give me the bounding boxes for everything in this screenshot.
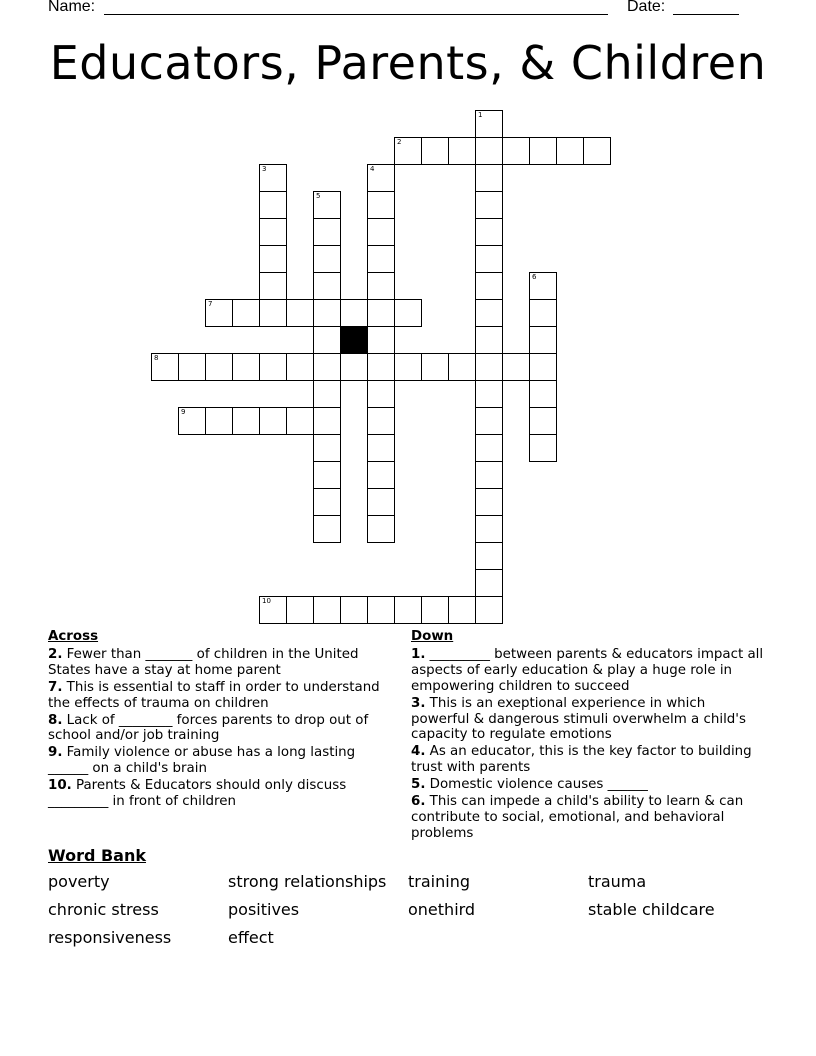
crossword-cell[interactable] xyxy=(232,299,260,327)
crossword-cell[interactable] xyxy=(394,137,422,165)
clue-text: This is an exeptional experience in which powerful & dangerous stimuli overwhelm a child's capacity to regulate emotions xyxy=(411,695,746,743)
crossword-cell[interactable] xyxy=(529,353,557,381)
crossword-cell[interactable] xyxy=(475,191,503,219)
across-clue xyxy=(48,713,393,745)
down-clues xyxy=(411,629,766,843)
crossword-cell[interactable] xyxy=(421,596,449,624)
across-clue xyxy=(48,647,393,679)
word-bank xyxy=(48,872,768,947)
clue-text: This can impede a child's ability to learn & can contribute to social, emotional, and behavioral problems xyxy=(411,794,744,841)
clue-number: 7. xyxy=(48,679,63,695)
crossword-cell[interactable] xyxy=(475,299,503,327)
word-bank-item: strong relationships xyxy=(228,872,387,891)
crossword-cell[interactable] xyxy=(178,353,206,381)
across-heading: Across xyxy=(48,629,99,644)
crossword-cell[interactable] xyxy=(475,542,503,570)
clue-number: 6. xyxy=(411,794,426,810)
crossword-cell[interactable] xyxy=(475,218,503,246)
crossword-cell[interactable] xyxy=(475,164,503,192)
crossword-cell[interactable] xyxy=(232,407,260,435)
clue-number-label: 7 xyxy=(208,300,213,308)
crossword-cell[interactable] xyxy=(205,353,233,381)
crossword-cell[interactable] xyxy=(475,596,503,624)
across-clues xyxy=(48,629,393,811)
down-clue xyxy=(411,696,766,744)
crossword-cell[interactable] xyxy=(367,380,395,408)
crossword-cell[interactable] xyxy=(529,137,557,165)
clue-text: Family violence or abuse has a long lasting ______ on a child's brain xyxy=(48,745,356,777)
crossword-cell[interactable] xyxy=(286,353,314,381)
crossword-cell[interactable] xyxy=(475,488,503,516)
clue-number-label: 9 xyxy=(181,408,186,416)
crossword-cell[interactable] xyxy=(529,326,557,354)
crossword-cell[interactable] xyxy=(259,272,287,300)
clue-number-label: 2 xyxy=(397,138,402,146)
word-bank-item: training xyxy=(408,872,470,891)
clue-text: Fewer than _______ of children in the United States have a stay at home parent xyxy=(48,646,359,678)
name-label: Name: xyxy=(48,0,96,15)
crossword-cell[interactable] xyxy=(529,272,557,300)
word-bank-item: poverty xyxy=(48,872,110,891)
crossword-cell[interactable] xyxy=(232,353,260,381)
crossword-cell[interactable] xyxy=(313,326,341,354)
crossword-cell[interactable] xyxy=(151,353,179,381)
crossword-cell[interactable] xyxy=(475,461,503,489)
crossword-cell[interactable] xyxy=(313,407,341,435)
clue-text: _________ between parents & educators impact all aspects of early education & play a huge role in empowering children to succeed xyxy=(411,646,764,694)
clue-number: 9. xyxy=(48,745,63,761)
clue-number: 1. xyxy=(411,646,426,662)
word-bank-heading: Word Bank xyxy=(48,846,147,865)
crossword-cell[interactable] xyxy=(259,191,287,219)
crossword-cell[interactable] xyxy=(313,353,341,381)
crossword-cell[interactable] xyxy=(367,164,395,192)
clue-number-label: 3 xyxy=(262,165,267,173)
clue-text: Lack of ________ forces parents to drop out of school and/or job training xyxy=(48,712,369,744)
across-clue xyxy=(48,745,393,777)
crossword-cell[interactable] xyxy=(313,245,341,273)
crossword-cell[interactable] xyxy=(367,407,395,435)
crossword-cell[interactable] xyxy=(502,353,530,381)
crossword-cell[interactable] xyxy=(286,596,314,624)
crossword-cell[interactable] xyxy=(475,137,503,165)
clue-number: 5. xyxy=(411,777,426,793)
crossword-cell[interactable] xyxy=(259,407,287,435)
crossword-cell[interactable] xyxy=(529,380,557,408)
clue-text: As an educator, this is the key factor to building trust with parents xyxy=(411,744,752,776)
word-bank-item: positives xyxy=(228,900,300,919)
crossword-cell[interactable] xyxy=(475,272,503,300)
crossword-cell[interactable] xyxy=(475,245,503,273)
crossword-cell[interactable] xyxy=(178,407,206,435)
crossword-cell[interactable] xyxy=(367,245,395,273)
crossword-cell[interactable] xyxy=(340,596,368,624)
crossword-cell[interactable] xyxy=(259,299,287,327)
crossword-cell[interactable] xyxy=(367,218,395,246)
crossword-cell[interactable] xyxy=(475,326,503,354)
crossword-cell[interactable] xyxy=(394,299,422,327)
crossword-cell[interactable] xyxy=(313,218,341,246)
page-title: Educators, Parents, & Children xyxy=(49,36,767,90)
crossword-cell[interactable] xyxy=(340,353,368,381)
crossword-cell[interactable] xyxy=(556,137,584,165)
clue-number: 3. xyxy=(411,695,426,711)
clue-number-label: 5 xyxy=(316,192,321,200)
crossword-cell[interactable] xyxy=(475,380,503,408)
crossword-cell[interactable] xyxy=(259,164,287,192)
crossword-cell[interactable] xyxy=(367,461,395,489)
crossword-cell[interactable] xyxy=(313,191,341,219)
word-bank-item: responsiveness xyxy=(48,928,172,947)
clue-number: 4. xyxy=(411,744,426,760)
down-heading: Down xyxy=(411,629,454,644)
clue-number-label: 1 xyxy=(478,111,483,119)
crossword-cell[interactable] xyxy=(421,353,449,381)
crossword-cell[interactable] xyxy=(259,245,287,273)
crossword-cell[interactable] xyxy=(340,299,368,327)
clue-number: 10. xyxy=(48,778,72,794)
crossword-cell[interactable] xyxy=(583,137,611,165)
crossword-cell[interactable] xyxy=(475,353,503,381)
crossword-cell[interactable] xyxy=(502,137,530,165)
date-label: Date: xyxy=(627,0,666,15)
crossword-cell[interactable] xyxy=(259,353,287,381)
crossword-cell[interactable] xyxy=(313,488,341,516)
across-clue xyxy=(48,680,393,712)
clue-number: 8. xyxy=(48,712,63,728)
crossword-cell[interactable] xyxy=(259,218,287,246)
clue-text: This is essential to staff in order to understand the effects of trauma on children xyxy=(48,679,380,711)
crossword-cell[interactable] xyxy=(475,569,503,597)
crossword-cell[interactable] xyxy=(367,488,395,516)
crossword-cell[interactable] xyxy=(448,137,476,165)
clue-number-label: 6 xyxy=(532,273,537,281)
crossword-cell[interactable] xyxy=(205,407,233,435)
across-clue xyxy=(48,778,393,810)
crossword-cell[interactable] xyxy=(313,596,341,624)
crossword-cell[interactable] xyxy=(313,515,341,543)
word-bank-item: effect xyxy=(228,928,274,947)
crossword-block xyxy=(340,326,368,354)
crossword-cell[interactable] xyxy=(313,272,341,300)
down-clue xyxy=(411,794,766,842)
crossword-cell[interactable] xyxy=(475,515,503,543)
crossword-cell[interactable] xyxy=(259,596,287,624)
word-bank-item: chronic stress xyxy=(48,900,159,919)
crossword-cell[interactable] xyxy=(367,191,395,219)
crossword-cell[interactable] xyxy=(448,596,476,624)
crossword-cell[interactable] xyxy=(367,434,395,462)
down-clue xyxy=(411,744,766,776)
clue-number-label: 10 xyxy=(262,597,271,605)
crossword-cell[interactable] xyxy=(367,353,395,381)
crossword-cell[interactable] xyxy=(394,353,422,381)
word-bank-item: onethird xyxy=(408,900,476,919)
crossword-cell[interactable] xyxy=(394,596,422,624)
crossword-cell[interactable] xyxy=(313,299,341,327)
down-clue xyxy=(411,647,766,695)
crossword-cell[interactable] xyxy=(529,299,557,327)
word-bank-item: trauma xyxy=(588,872,647,891)
crossword-cell[interactable] xyxy=(313,461,341,489)
crossword-cell[interactable] xyxy=(529,434,557,462)
crossword-cell[interactable] xyxy=(475,110,503,138)
crossword-cell[interactable] xyxy=(367,272,395,300)
crossword-cell[interactable] xyxy=(286,299,314,327)
clue-number-label: 8 xyxy=(154,354,159,362)
crossword-cell[interactable] xyxy=(475,434,503,462)
clue-number-label: 4 xyxy=(370,165,375,173)
crossword-cell[interactable] xyxy=(286,407,314,435)
crossword-cell[interactable] xyxy=(367,326,395,354)
crossword-cell[interactable] xyxy=(529,407,557,435)
crossword-cell[interactable] xyxy=(367,596,395,624)
crossword-cell[interactable] xyxy=(367,515,395,543)
crossword-cell[interactable] xyxy=(313,434,341,462)
crossword-cell[interactable] xyxy=(205,299,233,327)
word-bank-item: stable childcare xyxy=(588,900,715,919)
down-clue xyxy=(411,777,766,793)
crossword-cell[interactable] xyxy=(475,407,503,435)
clue-number: 2. xyxy=(48,646,63,662)
crossword-cell[interactable] xyxy=(367,299,395,327)
crossword-cell[interactable] xyxy=(448,353,476,381)
clue-text: Domestic violence causes ______ xyxy=(425,777,648,793)
crossword-cell[interactable] xyxy=(313,380,341,408)
crossword-cell[interactable] xyxy=(421,137,449,165)
clue-text: Parents & Educators should only discuss _________ in front of children xyxy=(48,778,347,810)
